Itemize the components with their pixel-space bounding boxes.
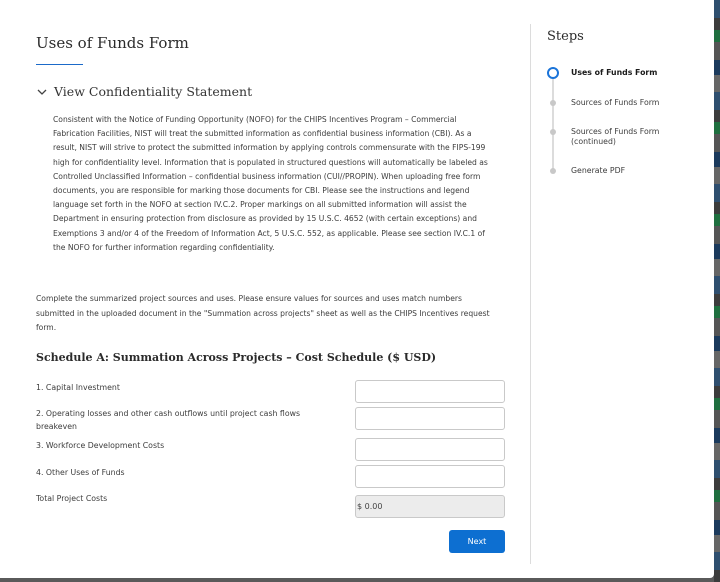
form-instructions: Complete the summarized project sources and uses. Please ensure values for sources and uses match numbers submitted in the uploaded document in the "Summation across projects" sheet as well as the CHIPS Incentives request form. [36, 294, 490, 332]
page-title: Uses of Funds Form [36, 34, 189, 52]
workforce-development-input[interactable] [355, 438, 505, 461]
operating-losses-label: 2. Operating losses and other cash outflows until project cash flows breakeven [36, 409, 301, 431]
total-project-costs-label: Total Project Costs [36, 494, 108, 503]
next-button[interactable]: Next [449, 530, 505, 553]
steps-panel [531, 0, 714, 578]
steps-title: Steps [547, 29, 584, 44]
other-uses-label: 4. Other Uses of Funds [36, 468, 125, 477]
step-pending-icon [545, 95, 561, 111]
title-underline [36, 64, 83, 65]
step-uses-of-funds[interactable] [545, 65, 681, 81]
confidentiality-toggle[interactable] [36, 84, 252, 99]
step-sources-of-funds[interactable] [545, 95, 681, 111]
workforce-development-label: 3. Workforce Development Costs [36, 441, 165, 450]
step-sources-of-funds-continued[interactable] [545, 124, 681, 147]
capital-investment-input[interactable] [355, 380, 505, 403]
step-track [552, 76, 554, 170]
step-current-icon [545, 65, 561, 81]
step-generate-pdf[interactable] [545, 163, 681, 179]
confidentiality-statement: Consistent with the Notice of Funding Opportunity (NOFO) for the CHIPS Incentives Program – Commercial Fabrication Facilities, NIST will treat the submitted information as confidential business information (CBI). As a result, NIST will strive to protect the submitted information by applying controls commensurate with the FIPS-199 high for confidentiality level. Information that is populated in structured questions will automatically be labeled as Controlled Unclassified Information – confidential business information (CUI//PROPIN). When uploading free form documents, you are responsible for marking those documents for CBI. Please see the instructions and legend language set forth in the NOFO at section IV.C.2. Proper markings on all submitted information will assist the Department in ensuring protection from disclosure as provided by 15 U.S.C. 4652 (with certain exceptions) and Exemptions 3 and/or 4 of the Freedom of Information Act, 5 U.S.C. 552, as applicable. Please see section IV.C.1 of the NOFO for further information regarding confidentiality. [53, 115, 488, 252]
background-app-edge [714, 0, 720, 582]
chevron-down-icon [36, 86, 48, 98]
step-label: Sources of Funds Form (continued) [571, 127, 660, 146]
schedule-heading: Schedule A: Summation Across Projects – Cost Schedule ($ USD) [36, 351, 437, 364]
operating-losses-input[interactable] [355, 407, 505, 430]
total-project-costs-field: $ 0.00 [355, 495, 505, 518]
confidentiality-toggle-label: View Confidentiality Statement [54, 84, 253, 99]
step-pending-icon [545, 163, 561, 179]
step-label: Sources of Funds Form [571, 98, 660, 107]
step-label: Uses of Funds Form [571, 68, 658, 77]
other-uses-input[interactable] [355, 465, 505, 488]
step-pending-icon [545, 124, 561, 140]
capital-investment-label: 1. Capital Investment [36, 383, 120, 392]
step-label: Generate PDF [571, 166, 626, 175]
